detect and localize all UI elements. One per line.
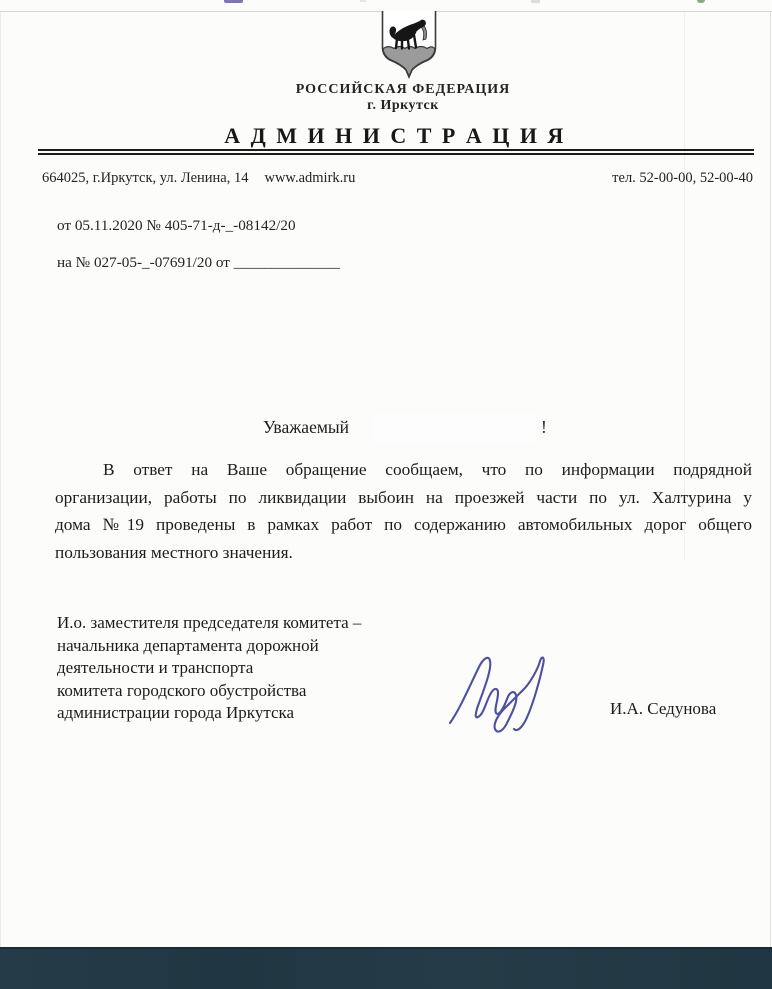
signer-position-line: начальника департамента дорожной xyxy=(57,635,319,655)
incoming-reference: на № 027-05-_-07691/20 от ______________ xyxy=(57,254,341,271)
city-heading: г. Иркутск xyxy=(367,98,439,113)
signature-stroke xyxy=(450,658,544,732)
irkutsk-coat-of-arms-icon xyxy=(381,11,437,79)
signer-name: И.А. Седунова xyxy=(610,699,717,718)
website: www.admirk.ru xyxy=(264,170,356,186)
redacted-recipient-name xyxy=(372,413,536,443)
tab-active-indicator xyxy=(224,0,243,3)
signer-position-line: деятельности и транспорта xyxy=(57,658,254,678)
outgoing-reference: от 05.11.2020 № 405-71-д-_-08142/20 xyxy=(57,217,296,234)
letter-body xyxy=(55,456,752,566)
signer-position-line: И.о. заместителя председателя комитета – xyxy=(57,613,362,632)
organization-title: А Д М И Н И С Т Р А Ц И Я xyxy=(224,123,566,148)
page-left-edge xyxy=(0,12,1,947)
country-heading: РОССИЙСКАЯ ФЕДЕРАЦИЯ xyxy=(295,82,511,97)
toolbar-artifact-icon xyxy=(360,0,366,2)
salutation-greeting: Уважаемый xyxy=(263,417,350,437)
body-line: организации, работы по ликвидации выбоин на проезжей части по ул. Халтурина у xyxy=(55,487,752,507)
handwritten-signature xyxy=(446,645,558,737)
page-right-edge xyxy=(770,12,771,947)
babr-head xyxy=(419,20,426,27)
extension-dot-icon xyxy=(697,0,705,3)
salutation-punctuation: ! xyxy=(541,417,547,437)
signer-position xyxy=(57,612,361,725)
toolbar-artifact-icon xyxy=(531,0,540,3)
viewer-footer-bar xyxy=(0,947,772,989)
postal-address: 664025, г.Иркутск, ул. Ленина, 14 xyxy=(42,170,249,186)
letterhead-rule xyxy=(38,149,754,155)
body-line: В ответ на Ваше обращение сообщаем, что по информации подрядной xyxy=(103,460,752,479)
signer-position-line: комитета городского обустройства xyxy=(57,680,307,700)
body-line: дома №19 проведены в рамках работ по содержанию автомобильных дорог общего xyxy=(55,515,752,534)
phone-numbers: тел. 52-00-00, 52-00-40 xyxy=(612,170,753,186)
salutation-line xyxy=(0,417,772,447)
body-line: пользования местного значения. xyxy=(55,542,293,562)
mound-shape xyxy=(383,47,435,77)
postal-address-line xyxy=(42,170,355,187)
signer-position-line: администрации города Иркутска xyxy=(57,703,295,723)
